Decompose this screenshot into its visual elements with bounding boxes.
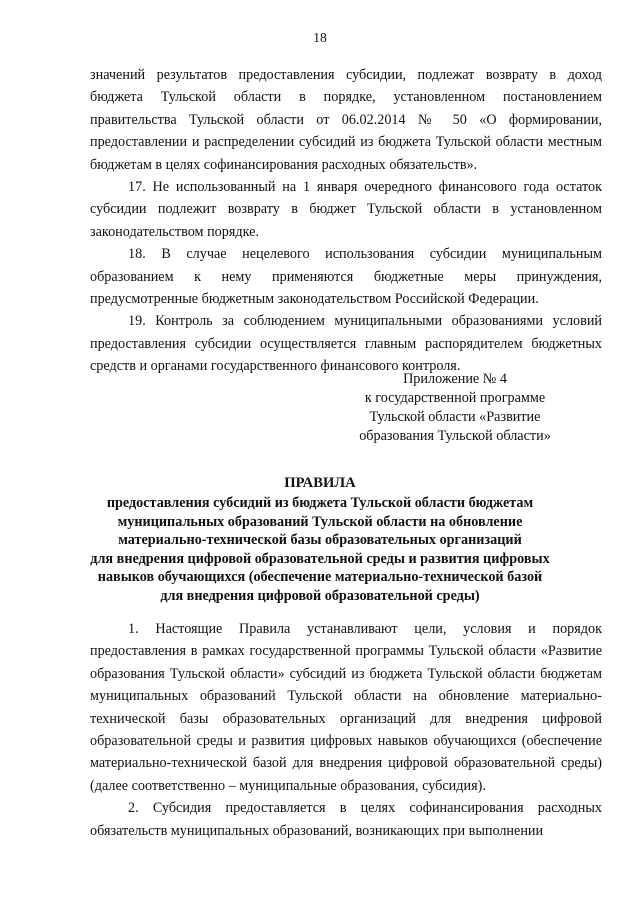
rules-subtitle-line: для внедрения цифровой образовательной среды и развития цифровых xyxy=(90,550,550,567)
continuation-section xyxy=(90,64,602,378)
appendix-line: к государственной программе xyxy=(364,390,546,406)
rules-subtitle-line: для внедрения цифровой образовательной среды) xyxy=(160,587,480,604)
paragraph-continuation: значений результатов предоставления субсидии, подлежат возврату в доход бюджета Тульской области в порядке, установленном постановлением правительства Тульской области от 06.02.2014 № 50 «О формировании, предоставлении и распределении субсидий из бюджета Тульской области местным бюджетам в целях софинансирования расходных обязательств». xyxy=(90,67,602,173)
paragraph-1: 1. Настоящие Правила устанавливают цели, условия и порядок предоставления в рамках государственной программы Тульской области «Развитие образования Тульской области» субсидий из бюджета Тульской области бюджетам муниципальных образований Тульской области на обновление материально-технической базы образовательных организаций для внедрения цифровой образовательной среды и развития цифровых навыков обучающихся (обеспечение материально-технической базой для внедрения цифровой образовательной среды) (далее соответственно – муниципальные образования, субсидия). xyxy=(90,621,602,794)
paragraph-19: 19. Контроль за соблюдением муниципальными образованиями условий предоставления субсидии осуществляется главным распорядителем бюджетных средств и органами государственного финансового контроля. xyxy=(90,313,602,375)
rules-subtitle xyxy=(70,494,570,606)
paragraph-2: 2. Субсидия предоставляется в целях софинансирования расходных обязательств муниципальных образований, возникающих при выполнении xyxy=(90,800,602,839)
appendix-line: Приложение № 4 xyxy=(403,371,507,387)
appendix-line: Тульской области «Развитие xyxy=(369,409,541,425)
rules-title: ПРАВИЛА xyxy=(284,475,356,491)
paragraph-17: 17. Не использованный на 1 января очередного финансового года остаток субсидии подлежит возврату в бюджет Тульской области в установленном законодательством порядке. xyxy=(90,179,602,240)
appendix-line: образования Тульской области» xyxy=(359,428,551,444)
rules-body xyxy=(90,618,602,842)
page-number: 18 xyxy=(313,30,327,45)
rules-subtitle-line: муниципальных образований Тульской области на обновление xyxy=(117,513,523,530)
rules-subtitle-line: навыков обучающихся (обеспечение материально-технической базой xyxy=(97,569,543,586)
rules-subtitle-line: материально-технической базы образовательных организаций xyxy=(118,532,522,549)
paragraph-18: 18. В случае нецелевого использования субсидии муниципальным образованием к нему применяются бюджетные меры принуждения, предусмотренные бюджетным законодательством Российской Федерации. xyxy=(90,246,602,308)
rules-subtitle-line: предоставления субсидий из бюджета Тульской области бюджетам xyxy=(106,495,534,511)
appendix-header xyxy=(330,370,580,446)
